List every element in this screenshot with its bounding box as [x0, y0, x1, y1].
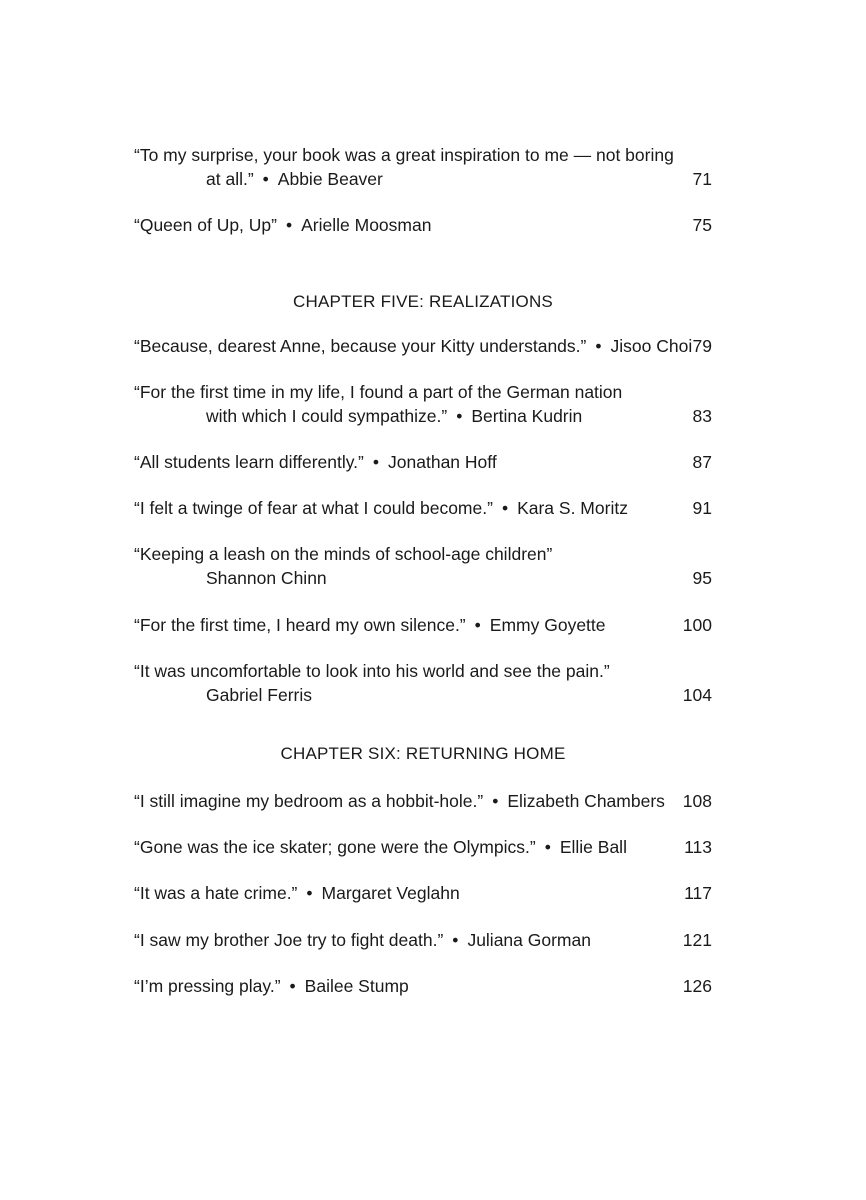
entry-title: “I’m pressing play.” — [134, 976, 281, 996]
separator-bullet: • — [289, 976, 296, 996]
separator-bullet: • — [285, 215, 293, 235]
entry-page-number: 113 — [684, 837, 712, 857]
entry-author: Bertina Kudrin — [471, 406, 583, 426]
entry-title: “I still imagine my bedroom as a hobbit-hole.” — [134, 791, 484, 811]
entry-page-number: 91 — [692, 498, 712, 518]
entry-title: “Keeping a leash on the minds of school-age children” — [134, 544, 553, 564]
separator-bullet: • — [492, 791, 499, 811]
separator-bullet: • — [452, 930, 459, 950]
entry-author: Juliana Gorman — [467, 930, 591, 950]
separator-bullet: • — [474, 615, 481, 635]
entry-page-number: 71 — [692, 169, 712, 189]
entry-title-continued: at all.” — [206, 169, 254, 189]
entry-title: “I saw my brother Joe try to fight death.” — [134, 930, 444, 950]
entry-title: “It was uncomfortable to look into his world and see the pain.” — [134, 661, 610, 681]
entry-page-number: 100 — [682, 615, 712, 635]
toc-entry[interactable] — [134, 974, 712, 998]
chapter-heading: CHAPTER SIX: RETURNING HOME — [280, 744, 566, 763]
entry-author: Arielle Moosman — [301, 215, 432, 235]
entry-page-number: 79 — [692, 336, 712, 356]
entry-page-number: 126 — [682, 976, 712, 996]
entry-author: Bailee Stump — [304, 976, 409, 996]
separator-bullet: • — [456, 406, 463, 426]
entry-page-number: 83 — [692, 406, 712, 426]
toc-entry[interactable] — [134, 659, 712, 707]
entry-title: “I felt a twinge of fear at what I could become.” — [134, 498, 493, 518]
entry-author: Emmy Goyette — [489, 615, 606, 635]
separator-bullet: • — [501, 498, 509, 518]
entry-page-number: 121 — [682, 930, 712, 950]
entry-author: Jonathan Hoff — [388, 452, 497, 472]
entry-author: Abbie Beaver — [277, 169, 383, 189]
entry-author: Kara S. Moritz — [517, 498, 628, 518]
toc-entry[interactable] — [134, 334, 712, 358]
toc-entry[interactable] — [134, 613, 712, 637]
chapter-heading: CHAPTER FIVE: REALIZATIONS — [293, 292, 553, 311]
toc-entry[interactable] — [134, 835, 712, 859]
separator-bullet: • — [544, 837, 551, 857]
entry-title: “All students learn differently.” — [134, 452, 364, 472]
entry-page-number: 108 — [682, 791, 712, 811]
toc-entry[interactable] — [134, 380, 712, 428]
toc-entry[interactable] — [134, 881, 712, 905]
entry-title: “For the first time, I heard my own silence.” — [134, 615, 466, 635]
entry-page-number: 75 — [692, 215, 712, 235]
toc-entry[interactable] — [134, 789, 712, 813]
entry-title: “Queen of Up, Up” — [134, 215, 277, 235]
separator-bullet: • — [306, 883, 313, 903]
entry-page-number: 87 — [692, 452, 712, 472]
entry-author: Jisoo Choi — [610, 336, 693, 356]
entry-author: Margaret Veglahn — [321, 883, 460, 903]
entry-author: Ellie Ball — [559, 837, 627, 857]
entry-author: Shannon Chinn — [206, 568, 327, 588]
entry-page-number: 95 — [692, 568, 712, 588]
entry-author: Gabriel Ferris — [206, 685, 312, 705]
entry-title: “It was a hate crime.” — [134, 883, 298, 903]
entry-title: “To my surprise, your book was a great inspiration to me — not boring — [134, 145, 674, 165]
toc-entry[interactable] — [134, 143, 712, 191]
entry-title: “For the first time in my life, I found a part of the German nation — [134, 382, 623, 402]
toc-entry[interactable] — [134, 213, 712, 237]
entry-title: “Because, dearest Anne, because your Kitty understands.” — [134, 336, 587, 356]
toc-entry[interactable] — [134, 450, 712, 474]
separator-bullet: • — [262, 169, 269, 189]
toc-entry[interactable] — [134, 542, 712, 590]
entry-page-number: 117 — [684, 883, 712, 903]
toc-entry[interactable] — [134, 928, 712, 952]
entry-page-number: 104 — [682, 685, 712, 705]
entry-author: Elizabeth Chambers — [507, 791, 665, 811]
toc-entry[interactable] — [134, 496, 712, 520]
separator-bullet: • — [372, 452, 380, 472]
entry-title: “Gone was the ice skater; gone were the Olympics.” — [134, 837, 536, 857]
entry-title-continued: with which I could sympathize.” — [206, 406, 448, 426]
separator-bullet: • — [595, 336, 602, 356]
